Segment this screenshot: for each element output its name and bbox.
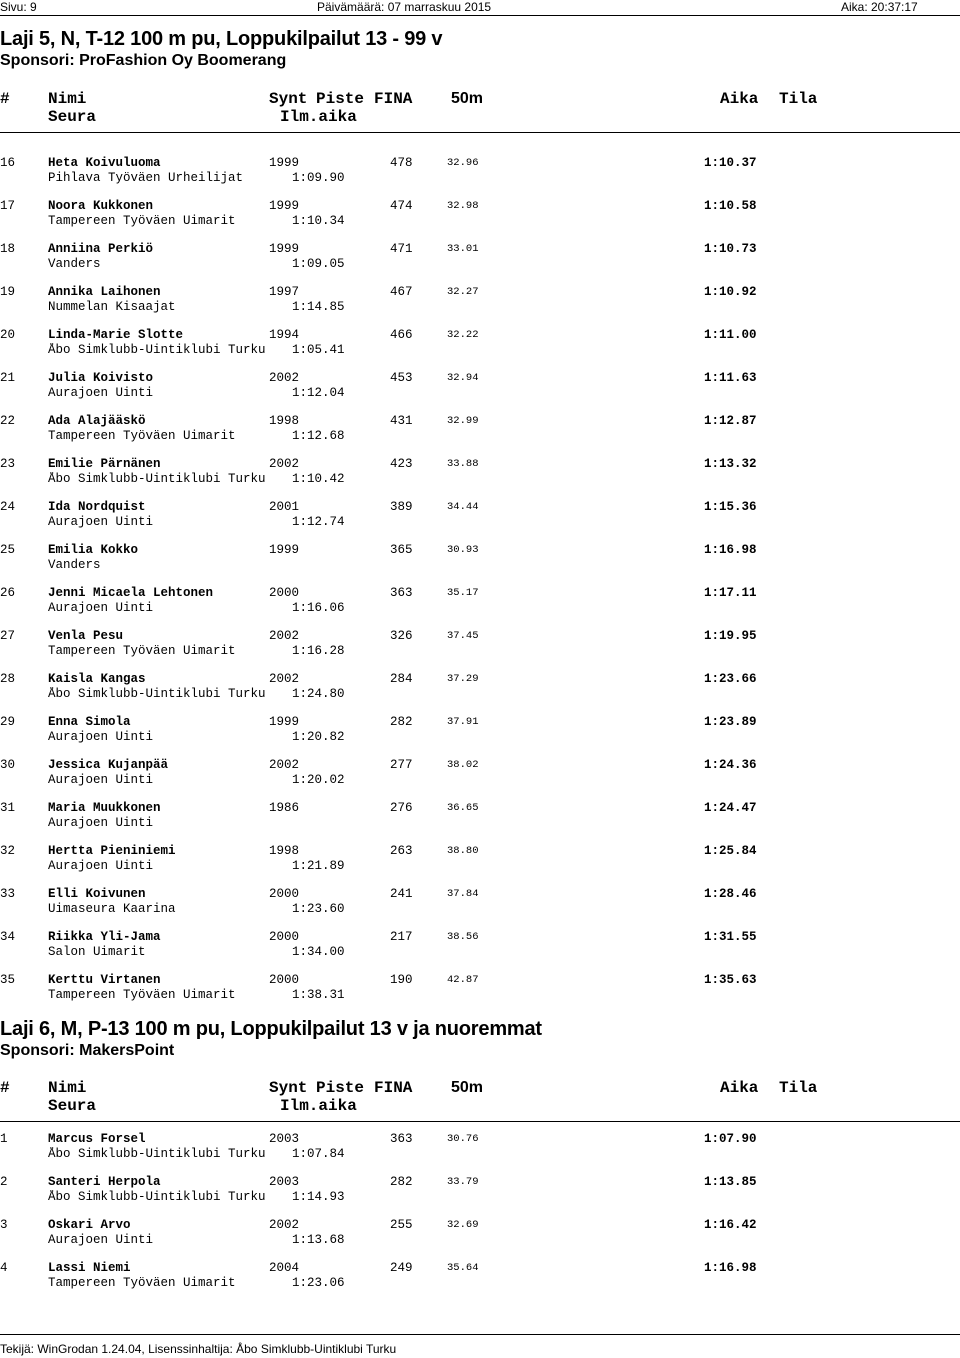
final-time: 1:10.58 [704, 199, 757, 213]
fina-points: 241 [390, 887, 413, 901]
swimmer-name: Ida Nordquist [48, 500, 146, 514]
birth-year: 2000 [269, 586, 300, 600]
birth-year: 1986 [269, 801, 300, 815]
col-seura: Seura [48, 108, 97, 126]
split-50m: 37.29 [447, 673, 479, 685]
entry-time: 1:10.42 [292, 472, 345, 486]
header-divider [0, 15, 960, 16]
swimmer-name: Linda-Marie Slotte [48, 328, 184, 342]
col-aika: Aika [720, 1079, 759, 1097]
col-tila: Tila [779, 1079, 818, 1097]
fina-points: 423 [390, 457, 413, 471]
swimmer-name: Anniina Perkiö [48, 242, 154, 256]
club-name: Tampereen Työväen Uimarit [48, 1276, 236, 1290]
final-time: 1:13.85 [704, 1175, 757, 1189]
fina-points: 474 [390, 199, 413, 213]
col-ilm: Ilm.aika [280, 1097, 357, 1115]
fina-points: 466 [390, 328, 413, 342]
col-split: 50m [451, 1079, 484, 1096]
swimmer-name: Annika Laihonen [48, 285, 161, 299]
final-time: 1:23.89 [704, 715, 757, 729]
final-time: 1:24.36 [704, 758, 757, 772]
birth-year: 1998 [269, 844, 300, 858]
result-row [0, 629, 960, 659]
place: 24 [0, 500, 16, 514]
split-50m: 33.79 [447, 1176, 479, 1188]
swimmer-name: Kaisla Kangas [48, 672, 146, 686]
place: 33 [0, 887, 16, 901]
place: 26 [0, 586, 16, 600]
birth-year: 2003 [269, 1175, 300, 1189]
col-synt: Synt [269, 1079, 308, 1097]
split-50m: 38.56 [447, 931, 479, 943]
place: 2 [0, 1175, 8, 1189]
final-time: 1:17.11 [704, 586, 757, 600]
entry-time: 1:16.06 [292, 601, 345, 615]
split-50m: 32.69 [447, 1219, 479, 1231]
col-tila: Tila [779, 90, 818, 108]
birth-year: 2002 [269, 371, 300, 385]
col-ilm: Ilm.aika [280, 108, 357, 126]
result-row [0, 1175, 960, 1205]
club-name: Aurajoen Uinti [48, 601, 154, 615]
split-50m: 36.65 [447, 802, 479, 814]
club-name: Aurajoen Uinti [48, 730, 154, 744]
club-name: Aurajoen Uinti [48, 773, 154, 787]
col-fina: FINA [374, 1079, 413, 1097]
fina-points: 431 [390, 414, 413, 428]
col-piste: Piste [316, 90, 365, 108]
fina-points: 363 [390, 586, 413, 600]
entry-time: 1:12.68 [292, 429, 345, 443]
entry-time: 1:12.74 [292, 515, 345, 529]
fina-points: 471 [390, 242, 413, 256]
entry-time: 1:10.34 [292, 214, 345, 228]
split-50m: 38.80 [447, 845, 479, 857]
column-header-row-2 [0, 1097, 960, 1115]
final-time: 1:31.55 [704, 930, 757, 944]
result-row [0, 457, 960, 487]
fina-points: 467 [390, 285, 413, 299]
col-piste: Piste [316, 1079, 365, 1097]
column-header-row [0, 90, 960, 108]
swimmer-name: Noora Kukkonen [48, 199, 154, 213]
entry-time: 1:38.31 [292, 988, 345, 1002]
birth-year: 2001 [269, 500, 300, 514]
swimmer-name: Kerttu Virtanen [48, 973, 161, 987]
swimmer-name: Venla Pesu [48, 629, 124, 643]
final-time: 1:10.92 [704, 285, 757, 299]
birth-year: 1999 [269, 242, 300, 256]
entry-time: 1:07.84 [292, 1147, 345, 1161]
final-time: 1:11.00 [704, 328, 757, 342]
club-name: Åbo Simklubb-Uintiklubi Turku [48, 1190, 266, 1204]
col-num: # [0, 1079, 10, 1097]
swimmer-name: Julia Koivisto [48, 371, 154, 385]
birth-year: 2000 [269, 887, 300, 901]
club-name: Aurajoen Uinti [48, 1233, 154, 1247]
header-underline [0, 132, 960, 133]
birth-year: 1999 [269, 156, 300, 170]
entry-time: 1:20.82 [292, 730, 345, 744]
birth-year: 2002 [269, 672, 300, 686]
page-number: Sivu: 9 [0, 0, 37, 14]
place: 23 [0, 457, 16, 471]
final-time: 1:16.98 [704, 1261, 757, 1275]
split-50m: 32.96 [447, 157, 479, 169]
result-row [0, 371, 960, 401]
entry-time: 1:12.04 [292, 386, 345, 400]
final-time: 1:25.84 [704, 844, 757, 858]
entry-time: 1:09.90 [292, 171, 345, 185]
club-name: Åbo Simklubb-Uintiklubi Turku [48, 1147, 266, 1161]
swimmer-name: Riikka Yli-Jama [48, 930, 161, 944]
fina-points: 255 [390, 1218, 413, 1232]
place: 34 [0, 930, 16, 944]
fina-points: 365 [390, 543, 413, 557]
fina-points: 363 [390, 1132, 413, 1146]
fina-points: 276 [390, 801, 413, 815]
fina-points: 282 [390, 1175, 413, 1189]
result-row [0, 1218, 960, 1248]
place: 21 [0, 371, 16, 385]
result-row [0, 887, 960, 917]
fina-points: 282 [390, 715, 413, 729]
club-name: Aurajoen Uinti [48, 386, 154, 400]
final-time: 1:12.87 [704, 414, 757, 428]
final-time: 1:19.95 [704, 629, 757, 643]
place: 17 [0, 199, 16, 213]
column-header-row [0, 1079, 960, 1097]
fina-points: 453 [390, 371, 413, 385]
print-time: Aika: 20:37:17 [841, 0, 918, 14]
club-name: Salon Uimarit [48, 945, 146, 959]
page-header [0, 0, 960, 14]
split-50m: 37.91 [447, 716, 479, 728]
print-date: Päivämäärä: 07 marraskuu 2015 [317, 0, 492, 14]
split-50m: 32.27 [447, 286, 479, 298]
club-name: Aurajoen Uinti [48, 515, 154, 529]
final-time: 1:15.36 [704, 500, 757, 514]
event-title: Laji 6, M, P-13 100 m pu, Loppukilpailut 13 v ja nuoremmat [0, 1018, 542, 1040]
birth-year: 1999 [269, 543, 300, 557]
fina-points: 217 [390, 930, 413, 944]
club-name: Tampereen Työväen Uimarit [48, 988, 236, 1002]
birth-year: 1999 [269, 715, 300, 729]
place: 27 [0, 629, 16, 643]
swimmer-name: Elli Koivunen [48, 887, 146, 901]
final-time: 1:11.63 [704, 371, 757, 385]
final-time: 1:10.73 [704, 242, 757, 256]
split-50m: 34.44 [447, 501, 479, 513]
swimmer-name: Oskari Arvo [48, 1218, 131, 1232]
club-name: Uimaseura Kaarina [48, 902, 176, 916]
fina-points: 389 [390, 500, 413, 514]
entry-time: 1:13.68 [292, 1233, 345, 1247]
result-row [0, 973, 960, 1003]
split-50m: 35.17 [447, 587, 479, 599]
event-sponsor: Sponsori: MakersPoint [0, 1042, 175, 1059]
entry-time: 1:34.00 [292, 945, 345, 959]
place: 16 [0, 156, 16, 170]
club-name: Aurajoen Uinti [48, 816, 154, 830]
swimmer-name: Lassi Niemi [48, 1261, 131, 1275]
place: 29 [0, 715, 16, 729]
club-name: Tampereen Työväen Uimarit [48, 644, 236, 658]
birth-year: 1994 [269, 328, 300, 342]
birth-year: 2000 [269, 930, 300, 944]
result-row [0, 500, 960, 530]
club-name: Tampereen Työväen Uimarit [48, 214, 236, 228]
club-name: Nummelan Kisaajat [48, 300, 176, 314]
swimmer-name: Ada Alajääskö [48, 414, 146, 428]
fina-points: 263 [390, 844, 413, 858]
final-time: 1:35.63 [704, 973, 757, 987]
birth-year: 2002 [269, 1218, 300, 1232]
split-50m: 32.99 [447, 415, 479, 427]
place: 31 [0, 801, 16, 815]
place: 1 [0, 1132, 8, 1146]
club-name: Vanders [48, 257, 101, 271]
place: 30 [0, 758, 16, 772]
col-name: Nimi [48, 90, 87, 108]
result-row [0, 328, 960, 358]
swimmer-name: Jenni Micaela Lehtonen [48, 586, 214, 600]
result-row [0, 242, 960, 272]
birth-year: 2002 [269, 457, 300, 471]
result-row [0, 930, 960, 960]
place: 3 [0, 1218, 8, 1232]
place: 32 [0, 844, 16, 858]
swimmer-name: Maria Muukkonen [48, 801, 161, 815]
result-row [0, 758, 960, 788]
club-name: Åbo Simklubb-Uintiklubi Turku [48, 687, 266, 701]
split-50m: 30.76 [447, 1133, 479, 1145]
final-time: 1:23.66 [704, 672, 757, 686]
final-time: 1:13.32 [704, 457, 757, 471]
result-row [0, 199, 960, 229]
swimmer-name: Emilia Kokko [48, 543, 139, 557]
birth-year: 1997 [269, 285, 300, 299]
column-header-row-2 [0, 108, 960, 126]
entry-time: 1:21.89 [292, 859, 345, 873]
final-time: 1:16.42 [704, 1218, 757, 1232]
fina-points: 249 [390, 1261, 413, 1275]
birth-year: 1999 [269, 199, 300, 213]
swimmer-name: Marcus Forsel [48, 1132, 146, 1146]
result-row [0, 1261, 960, 1291]
place: 18 [0, 242, 16, 256]
birth-year: 2004 [269, 1261, 300, 1275]
birth-year: 2003 [269, 1132, 300, 1146]
col-num: # [0, 90, 10, 108]
header-underline [0, 1121, 960, 1122]
swimmer-name: Heta Koivuluoma [48, 156, 161, 170]
entry-time: 1:14.85 [292, 300, 345, 314]
split-50m: 38.02 [447, 759, 479, 771]
club-name: Vanders [48, 558, 101, 572]
result-row [0, 285, 960, 315]
final-time: 1:10.37 [704, 156, 757, 170]
entry-time: 1:24.80 [292, 687, 345, 701]
event-title: Laji 5, N, T-12 100 m pu, Loppukilpailut 13 - 99 v [0, 28, 443, 50]
place: 28 [0, 672, 16, 686]
result-row [0, 1132, 960, 1162]
swimmer-name: Santeri Herpola [48, 1175, 161, 1189]
club-name: Aurajoen Uinti [48, 859, 154, 873]
split-50m: 37.84 [447, 888, 479, 900]
final-time: 1:16.98 [704, 543, 757, 557]
page-footer: Tekijä: WinGrodan 1.24.04, Lisenssinhaltija: Åbo Simklubb-Uintiklubi Turku [0, 1342, 397, 1356]
club-name: Pihlava Työväen Urheilijat [48, 171, 244, 185]
entry-time: 1:05.41 [292, 343, 345, 357]
entry-time: 1:09.05 [292, 257, 345, 271]
place: 35 [0, 973, 16, 987]
club-name: Åbo Simklubb-Uintiklubi Turku [48, 343, 266, 357]
col-synt: Synt [269, 90, 308, 108]
swimmer-name: Jessica Kujanpää [48, 758, 169, 772]
result-row [0, 801, 960, 831]
col-split: 50m [451, 90, 484, 107]
entry-time: 1:23.06 [292, 1276, 345, 1290]
place: 20 [0, 328, 16, 342]
col-seura: Seura [48, 1097, 97, 1115]
place: 19 [0, 285, 16, 299]
place: 4 [0, 1261, 8, 1275]
result-row [0, 586, 960, 616]
entry-time: 1:16.28 [292, 644, 345, 658]
place: 25 [0, 543, 16, 557]
birth-year: 2002 [269, 758, 300, 772]
club-name: Tampereen Työväen Uimarit [48, 429, 236, 443]
split-50m: 33.01 [447, 243, 479, 255]
swimmer-name: Enna Simola [48, 715, 131, 729]
entry-time: 1:23.60 [292, 902, 345, 916]
event-sponsor: Sponsori: ProFashion Oy Boomerang [0, 52, 287, 69]
col-name: Nimi [48, 1079, 87, 1097]
split-50m: 32.94 [447, 372, 479, 384]
result-row [0, 414, 960, 444]
birth-year: 1998 [269, 414, 300, 428]
birth-year: 2000 [269, 973, 300, 987]
split-50m: 33.88 [447, 458, 479, 470]
fina-points: 190 [390, 973, 413, 987]
split-50m: 30.93 [447, 544, 479, 556]
split-50m: 35.64 [447, 1262, 479, 1274]
fina-points: 478 [390, 156, 413, 170]
split-50m: 32.98 [447, 200, 479, 212]
fina-points: 284 [390, 672, 413, 686]
result-row [0, 715, 960, 745]
result-row [0, 672, 960, 702]
place: 22 [0, 414, 16, 428]
result-row [0, 844, 960, 874]
result-row [0, 543, 960, 573]
final-time: 1:07.90 [704, 1132, 757, 1146]
entry-time: 1:20.02 [292, 773, 345, 787]
footer-divider [0, 1334, 960, 1335]
club-name: Åbo Simklubb-Uintiklubi Turku [48, 472, 266, 486]
split-50m: 37.45 [447, 630, 479, 642]
split-50m: 42.87 [447, 974, 479, 986]
fina-points: 277 [390, 758, 413, 772]
entry-time: 1:14.93 [292, 1190, 345, 1204]
birth-year: 2002 [269, 629, 300, 643]
swimmer-name: Hertta Pieniniemi [48, 844, 176, 858]
result-row [0, 156, 960, 186]
col-aika: Aika [720, 90, 759, 108]
swimmer-name: Emilie Pärnänen [48, 457, 161, 471]
final-time: 1:24.47 [704, 801, 757, 815]
col-fina: FINA [374, 90, 413, 108]
fina-points: 326 [390, 629, 413, 643]
split-50m: 32.22 [447, 329, 479, 341]
final-time: 1:28.46 [704, 887, 757, 901]
